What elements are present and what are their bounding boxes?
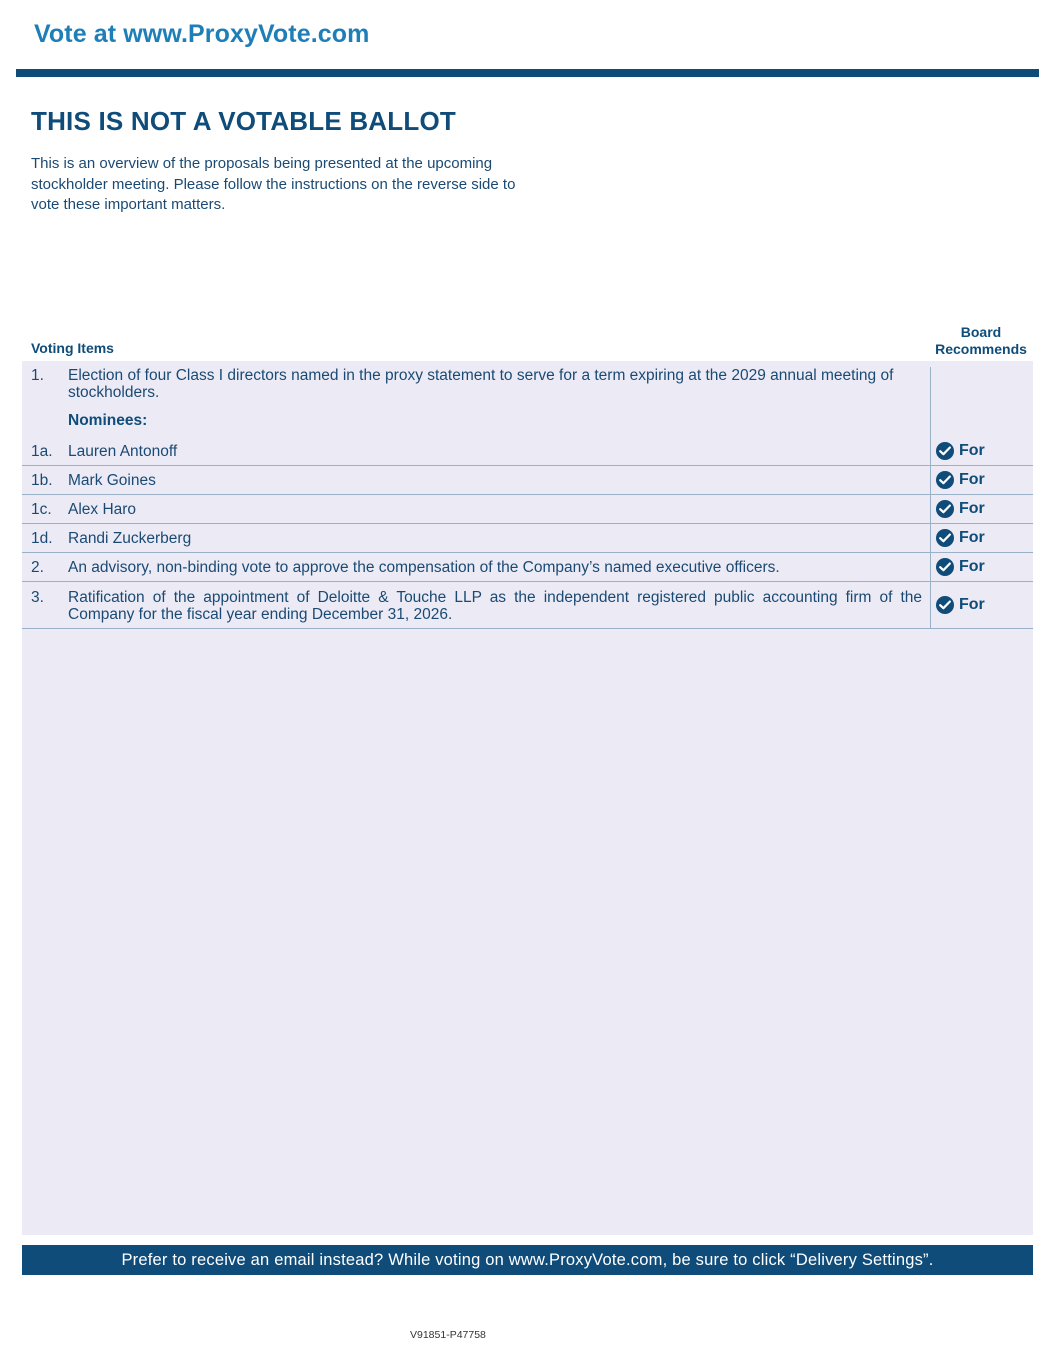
checkmark-icon bbox=[936, 471, 954, 489]
page-title: THIS IS NOT A VOTABLE BALLOT bbox=[31, 106, 456, 136]
column-header-board-recommends bbox=[928, 324, 1034, 357]
nominee-name: Lauren Antonoff bbox=[68, 443, 178, 460]
checkmark-icon bbox=[936, 596, 954, 614]
document-code: V91851-P47758 bbox=[410, 1329, 486, 1341]
table-row-nominee-1c bbox=[22, 495, 1033, 524]
table-row-nominee-1b bbox=[22, 466, 1033, 495]
checkmark-icon bbox=[936, 442, 954, 460]
table-row-item-2 bbox=[22, 553, 1033, 582]
recommendation-label: For bbox=[959, 471, 985, 488]
nominee-name: Mark Goines bbox=[68, 472, 156, 489]
item-number: 1b. bbox=[31, 472, 53, 489]
table-row-item-1 bbox=[22, 361, 1033, 405]
recommendation-label: For bbox=[959, 558, 985, 575]
recommendation-label: For bbox=[959, 529, 985, 546]
checkmark-icon bbox=[936, 529, 954, 547]
item-description: An advisory, non-binding vote to approve the compensation of the Company’s named executive officers. bbox=[68, 559, 780, 576]
item-description: Election of four Class I directors named in the proxy statement to serve for a term expiring at the 2029 annual meeting of stockholders. bbox=[68, 367, 894, 401]
column-header-voting-items: Voting Items bbox=[31, 340, 114, 356]
recommendation-label: For bbox=[959, 596, 985, 613]
table-row-item-3 bbox=[22, 582, 1033, 629]
item-number: 1d. bbox=[31, 530, 53, 547]
email-delivery-notice: Prefer to receive an email instead? While voting on www.ProxyVote.com, be sure to click “Delivery Settings”. bbox=[22, 1245, 1033, 1275]
board-recommendation-empty bbox=[930, 367, 1033, 405]
item-number: 1. bbox=[31, 367, 44, 384]
board-recommendation bbox=[930, 553, 1033, 581]
board-recommendation bbox=[930, 524, 1033, 552]
item-number: 1c. bbox=[31, 501, 52, 518]
table-row-nominee-1d bbox=[22, 524, 1033, 553]
table-row-nominees-heading bbox=[22, 405, 1033, 437]
nominee-name: Randi Zuckerberg bbox=[68, 530, 192, 547]
intro-text: This is an overview of the proposals being presented at the upcoming stockholder meeting. Please follow the instructions on the reverse side to vote these important matters. bbox=[31, 155, 516, 213]
checkmark-icon bbox=[936, 500, 954, 518]
recommendation-label: For bbox=[959, 442, 985, 459]
board-recommendation-empty bbox=[930, 405, 1033, 437]
board-recommendation bbox=[930, 582, 1033, 628]
board-recommendation bbox=[930, 466, 1033, 494]
column-header-board-line2: Recommends bbox=[935, 340, 1027, 357]
item-description: Ratification of the appointment of Deloitte & Touche LLP as the independent registered public accounting firm of the Company for the fiscal year ending December 31, 2026. bbox=[68, 589, 922, 623]
checkmark-icon bbox=[936, 558, 954, 576]
board-recommendation bbox=[930, 437, 1033, 465]
item-number-empty bbox=[22, 405, 68, 437]
table-row-nominee-1a bbox=[22, 437, 1033, 466]
nominees-heading: Nominees: bbox=[68, 412, 148, 429]
recommendation-label: For bbox=[959, 500, 985, 517]
column-header-board-line1: Board bbox=[960, 324, 1002, 340]
header-divider bbox=[16, 69, 1039, 77]
nominee-name: Alex Haro bbox=[68, 501, 137, 518]
item-number: 3. bbox=[31, 589, 44, 606]
proxyvote-link[interactable]: Vote at www.ProxyVote.com bbox=[34, 20, 370, 48]
voting-items-table bbox=[22, 361, 1033, 629]
item-number: 1a. bbox=[31, 443, 53, 460]
item-number: 2. bbox=[31, 559, 44, 576]
board-recommendation bbox=[930, 495, 1033, 523]
